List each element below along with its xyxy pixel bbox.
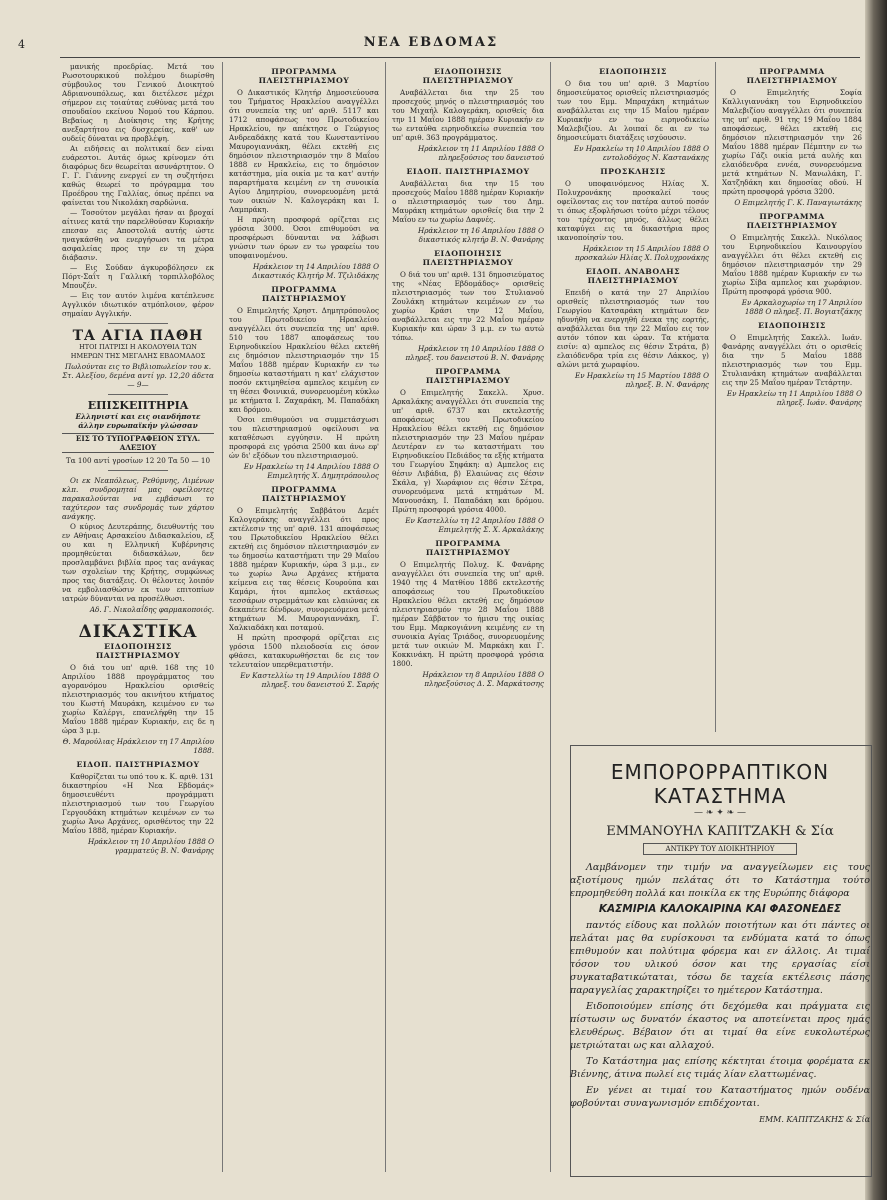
- notice-text: Ο Δικαστικός Κλητήρ Δημοσιεύουσα του Τμήματος Ηρακλείου αναγγέλλει ότι συνεπεία της υπ' αριθ. 5117 και 1712 αποφάσεως του Πρωτοδικείου Ηρακλείου, ην απέκτησε ο Γεώργιος Ανδρεαδάκης κατά του Κωνσταντίνου Μαυρογιαννάκη, θέλει εκτεθή εις δημόσιον πλειστηριασμόν την 8 Μαΐου 1888 εν Ηρακλείω, εις το δημόσιον κατάστημα, μία οικία με τα κατ' αυτήν παραρτήματα κειμένη εν τη συνοικία Αγίου Δημητρίου, συνορευομένη μετά των οικιών Ν. Καλογεράκη και Ι. Λαμπράκη.: [229, 88, 379, 214]
- signature: Εν Ηρακλείω τη 10 Απριλίου 1888 Ο εντολοδόχος Ν. Καστανάκης: [573, 144, 709, 162]
- notice-text: Ο Επιμελητής Πολυχ. Κ. Φανάρης αναγγέλλει ότι συνεπεία της υπ' αριθ. 1940 της 4 Ματθίου 1886 εκτελεστής αποφάσεως του Πρωτοδικείου Ηρακλείου θέλει εκτεθή εις δημόσιον πλειστηριασμόν την 28 Μαΐου 1888 ημέραν Σάββατον το ήμισυ της οικίας του Εμμ. Μαρκογιάννη κειμένης εν τη συνοικία Αγίας Τριάδος, συνορευομένης μετά των οικιών Μ. Μαρκάκη και Γ. Κοκκινάκη. Η πρώτη προσφορά γρόσια 1800.: [392, 560, 544, 668]
- notice-heading: ΕΙΔΟΠΟΙΗΣΙΣ ΠΛΕΙΣΤΗΡΙΑΣΜΟΥ: [422, 67, 514, 85]
- notice-heading: ΠΡΟΣΚΛΗΣΙΣ: [600, 167, 666, 176]
- notice-text: Ο διά του υπ' αριθ. 131 δημοσιεύματος της «Νέας Εβδομάδος» ορισθείς πλειστηριασμός των του Στυλιανού Ζουλάκη κτημάτων κειμένων εν τω χωρίω Κράσι την 12 Μαΐου, αναβάλλεται εις την 22 Μαΐου ημέραν Κυριακήν και ώραν 3 μ.μ. εν τω αυτώ τόπω.: [392, 270, 544, 342]
- notice-text: Ο δια του υπ' αριθ. 3 Μαρτίου δημοσιεύματος ορισθείς πλειστηριασμός των του Εμμ. Μπραχάκη κτημάτων αναβάλλεται εις την 15 Μαΐου ημέραν Κυριακήν εν τω ειρηνοδικείω Μαλεβιζίου. Αι λοιπαί δε αι εν τω δημοσιεύματι διατάξεις ισχύουσιν.: [557, 79, 709, 142]
- notice-text: Όσοι επιθυμούσι να συμμετάσχωσι του πλειστηριασμού οφείλουσι να καταθέσωσι εγγύησιν. Η πρώτη προσφορά εις γρόσια 2500 και άνω εφ' ών δι' εξόδων του πλειστηριασμού.: [229, 415, 379, 460]
- notice-text: Η πρώτη προσφορά ορίζεται εις γρόσια 3000. Όσοι επιθυμούσι να προσφέρωσι δύνανται να λάβωσι γνώσιν των όρων εν τω γραφείω του υποφαινομένου.: [229, 215, 379, 260]
- ad-paragraph: Το Κατάστημα μας επίσης κέκτηται έτοιμα φορέματα εκ Βιέννης, άτινα πωλεί εις τιμάς λίαν ελαττωμένας.: [570, 1056, 870, 1080]
- notice-heading: ΠΡΟΓΡΑΜΜΑ ΠΑΙΣΤΗΡΙΑΣΜΟΥ: [425, 367, 511, 385]
- divider: [108, 323, 169, 324]
- ad-body: [570, 861, 870, 1126]
- signature: Εν Καστελλίω τη 19 Απριλίου 1888 Ο πληρεξ. του δανειστού Σ. Σαρής: [240, 671, 379, 689]
- article-paragraph: Οι εκ Νεαπόλεως, Ρεθύμνης, Λιμένων κλπ. συνδρομηταί μας οφείλοντες παρακαλούνται να εμβάσωσι το ταχύτερον τας συνδρομάς των χάρτου ανάγκης.: [62, 476, 214, 521]
- section-title: ΔΙΚΑΣΤΙΚΑ: [78, 622, 198, 642]
- signature: Ηράκλειον τη 15 Απριλίου 1888 Ο προσκαλών Ηλίας Χ. Πολυχρονάκης: [574, 244, 709, 262]
- notice-text: Επειδή ο κατά την 27 Απριλίου ορισθείς πλειστηριασμός των του Γεωργίου Κατσαράκη κτημάτων δεν ηδυνήθη να ενεργηθή ένεκα της εορτής, αναβάλλεται δια την 22 Μαΐου εις τον αυτόν τόπον και ώραν. Τα κτήματα εισίν: α) αμπελος εις θέσιν Στράτα, β) ελαιόδενδρα τρία εις θέσιν Λάκκος, γ) αλώνι μετά χωραφίου.: [557, 288, 709, 369]
- tailor-shop-advertisement: [570, 760, 870, 1170]
- ad-heading: ΚΑΣΜΙΡΙΑ ΚΑΛΟΚΑΙΡΙΝΑ ΚΑΙ ΦΑΣΟΝΕΔΕΣ: [598, 903, 842, 915]
- notice-text: Ο Επιμελητής Σαββάτου Δεμέτ Καλογεράκης αναγγέλλει ότι προς εκτέλεσιν της υπ' αριθ. 131 αποφάσεως του Πρωτοδικείου Ηρακλείου θέλει εκτεθή εις δημόσιον πλειστηριασμόν εν τω δημοσίω καταστήματι την 29 Μαΐου 1888 ημέραν Κυριακήν, ώρα 3 μ.μ., εν τω χωρίω Άνω Αρχάνες κτήματα κείμενα εις τας θέσεις Κουρούπα και Καμάρι, ήτοι αμπελος εκτάσεως τεσσάρων στρεμμάτων και ελαιώνας εκ δεκαπέντε δένδρων, συνορευόμενα μετά κτημάτων Μ. Μαυρογιαννάκη, Γ. Χαλκιαδάκη και ποταμού.: [229, 506, 379, 632]
- notice-text: Καθορίζεται τω υπό του κ. Κ. αριθ. 131 δικαστηρίου «Η Νεα Εβδομάς» δημοσιευθέντι προγράμματι πλειστηριασμού των του Γεωργίου Γεργουδάκη κτημάτων κειμένων εν τω χωρίω Άνω Αρχάνες, ορισθέντος την 22 Μαΐου 1888, ημέραν Κυριακήν.: [62, 772, 214, 835]
- column-divider: [222, 62, 223, 1172]
- signature: Ηράκλειον τη 10 Απριλίου 1888 Ο γραμματεύς Β. Ν. Φανάρης: [87, 837, 214, 855]
- column-2: [229, 62, 379, 1172]
- ad-title: ΤΑ ΑΓΙΑ ΠΑΘΗ: [72, 328, 204, 344]
- signature: Ηράκλειον τη 10 Απριλίου 1888 Ο πληρεξ. του δανειστού Β. Ν. Φανάρης: [405, 344, 544, 362]
- notice-heading: ΕΙΔΟΠ. ΠΑΙΣΤΗΡΙΑΣΜΟΥ: [406, 167, 530, 176]
- ad-signature: ΕΜΜ. ΚΑΠΙΤΖΑΚΗΣ & Σία: [759, 1115, 870, 1124]
- masthead-rule: [60, 57, 860, 58]
- notice-heading: ΠΡΟΓΡΑΜΜΑ ΠΛΕΙΣΤΗΡΙΑΣΜΟΥ: [258, 67, 350, 85]
- ad-owner: ΕΜΜΑΝΟΥΗΛ ΚΑΠΙΤΖΑΚΗ & Σία: [606, 824, 834, 839]
- article-paragraph: μανικής προεδρίας. Μετά του Ρωσοτουρκικού πολέμου διωρίσθη σύμβουλος του Γενικού Διοικητού Αδριανουπόλεως, και διετέλεσε μέχρι σήμερον εις τοιαύτας ευθύνας μετά του σπουδαίου εκείνου Νομού του Κάρπου. Βεβαίως η Διοίκησις της Κρήτης ανεξαρτήτου εις δυσχερείας, καθ' ων ουδείς δύναται να προβλέψη.: [62, 62, 214, 143]
- signature: Εν Ηρακλείω τη 11 Απριλίου 1888 Ο πληρεξ. Ιωάν. Φανάρης: [726, 389, 862, 407]
- article-paragraph: Ο κύριος Δευτεράπης, διευθυντής του εν Αθήναις Αρσακείου Διδασκαλείου, εξ ου και η Ελληνική Κυβέρνησις προμηθεύεται διδασκάλων, δεν προσλαμβάνει βιβλία προς τας ανάγκας των σχολείων της Κρήτης, συμφώνως προς τας διατάξεις. Οι θέλοντες λοιπόν να εμβολιασθώσιν εκ των επιτοπίων ιατρών δύνανται να προσέλθωσι.: [62, 522, 214, 603]
- notice-text: Ο Επιμελητής Σακελλ. Ιωάν. Φανάρης αναγγέλλει ότι ο ορισθείς δια την 5 Μαΐου 1888 πλειστηριασμός των του Εμμ. Στυλιανάκη κτημάτων αναβάλλεται εις την 25 Μαΐου ημέραν Τετάρτην.: [722, 333, 862, 387]
- ad-paragraph: παντός είδους και πολλών ποιοτήτων και ότι πάντες οι πελάται μας θα ευρίσκουσι τα ενδύματα κατά το όπως επιθυμούν και πολύτιμα φόρεμα και εν άλλοις. Αι τιμαί τόσον του υλικού όσον και της εργασίας είσι συγκαταβατικώταται, τόσω δε ταχεία εκτέλεσις πάσης παραγγελίας χαρακτηρίζει το ημέτερον Κατάστημα.: [570, 920, 870, 996]
- ad-text: Πωλούνται εις το Βιβλιοπωλείον του κ. Στ. Αλεξίου, δεμένα αντί γρ. 12,20 άδετα — 9—: [62, 362, 214, 389]
- notice-heading: ΠΡΟΓΡΑΜΜΑ ΠΛΕΙΣΤΗΡΙΑΣΜΟΥ: [746, 67, 838, 85]
- notice-text: Ο διά του υπ' αριθ. 168 της 10 Απριλίου 1888 προγράμματος του αγορανόμου Ηρακλείου ορισθείς πλειστηριασμός του ακινήτου κτήματος του Κωστή Μαυράκη, κειμένου εν τω χωρίω Καλέργι, επανελήφθη την 15 Μαΐου 1888 ημέραν Κυριακήν, εις δε η ώρα 3 μ.μ.: [62, 663, 214, 735]
- page-number: 4: [18, 38, 25, 51]
- ad-title: ΕΠΙΣΚΕΠΤΗΡΙΑ: [87, 399, 189, 412]
- ad-subtitle: ΗΤΟΙ ΠΑΤΡΙΣΙ Η ΑΚΟΛΟΥΘΙΑ ΤΩΝ ΗΜΕΡΩΝ ΤΗΣ ΜΕΓΑΛΗΣ ΕΒΔΟΜΑΔΟΣ: [70, 343, 206, 360]
- article-paragraph: — Τοσούτον μεγάλαι ήσαν αι βροχαί αίτινες κατά την παρελθούσαν Κυριακήν επεσαν εις Αποστολιά αυτής ώστε ηναγκάσθη να ενεργήσωσι τα μέτρα ασφαλείας προς την εν τη χώρα διάβασιν.: [62, 208, 214, 262]
- signature: Ηράκλειον τη 16 Απριλίου 1888 Ο δικαστικός κλητήρ Β. Ν. Φανάρης: [417, 226, 544, 244]
- notice-heading: ΕΙΔΟΠΟΙΗΣΙΣ: [599, 67, 667, 76]
- column-3: [392, 62, 544, 1172]
- column-divider: [550, 62, 551, 1172]
- notice-text: Ο Επιμελητής Σακελλ. Νικόλαος του Ειρηνοδικείου Καινουργίου αναγγέλλει ότι θέλει εκτεθή εις δημόσιον πλειστηριασμόν την 29 Μαΐου 1888 ημέραν Κυριακήν εν τω χωρίω Σίβα αμπελος και χωράφιον. Πρώτη προσφορά γρόσια 900.: [722, 233, 862, 296]
- divider: [108, 619, 169, 620]
- notice-text: Ο Επιμελητής Χρηστ. Δημητρόπουλος του Πρωτοδικείου Ηρακλείου αναγγέλλει ότι συνεπεία της υπ' αριθ. 510 του 1887 αποφάσεως του Ειρηνοδικείου Ηρακλείου θέλει εκτεθή εις δημόσιον πλειστηριασμόν την 15 Μαΐου 1888 ημέραν Κυριακήν εν τω δημοσίω καταστήματι η κατ' ελάχιστον ποσόν εκτιμηθείσα αμπελος κειμένη εν τη θέσει Φοινικιά, συνορευομένη κύκλω με κτήματα Ι. Ζαχαράκη, Μ. Παπαδάκη και δρόμου.: [229, 306, 379, 414]
- ad-paragraph: Εν γένει αι τιμαί του Καταστήματος ημών ουδένα φοβούνται συναγωνισμόν επιδέχονται.: [570, 1085, 870, 1109]
- signature: Εν Ηρακλείω τη 14 Απριλίου 1888 Ο Επιμελητής Χ. Δημητρόπουλος: [243, 462, 379, 480]
- notice-heading: ΠΡΟΓΡΑΜΜΑ ΠΑΙΣΤΗΡΙΑΣΜΟΥ: [425, 539, 511, 557]
- signature: Θ. Μαρούλιας Ηράκλειον τη 17 Απριλίου 1888.: [62, 737, 214, 755]
- ornament-icon: — ❧ ✦ ❧ —: [693, 808, 747, 818]
- notice-heading: ΕΙΔΟΠ. ΠΑΙΣΤΗΡΙΑΣΜΟΥ: [76, 760, 200, 769]
- column-5: [722, 62, 862, 722]
- notice-heading: ΕΙΔΟΠΟΙΗΣΙΣ ΠΑΙΣΤΗΡΙΑΣΜΟΥ: [95, 642, 181, 660]
- ad-paragraph: Ειδοποιούμεν επίσης ότι δεχόμεθα και πράγματα εις πίστωσιν ως δυνατόν έκαστος να αποτείνεται προς ημάς ελευθέρως. Βέβαιον ότι αι τιμαί θα είνε ευκολωτέρως μετριώταται ως και αλλαχού.: [570, 1001, 870, 1051]
- notice-text: Ο υποφαινόμενος Ηλίας Χ. Πολυχρονάκης προσκαλεί τους οφείλοντας εις τον πατέρα αυτού ποσόν τι όπως εξοφλήσωσι τούτο μέχρι τέλους του τρέχοντος μηνός, άλλως θέλει καταφύγει εις τα δικαστήρια προς ικανοποίησίν του.: [557, 179, 709, 242]
- notice-text: Η πρώτη προσφορά ορίζεται εις γρόσια 1500 πλειοδοσία εις όσον φθάσει, κατακυρωθήσεται δε εις τον τελευταίον υπερθεματιστήν.: [229, 633, 379, 669]
- ad-paragraph: Λαμβάνομεν την τιμήν να αναγγείλωμεν εις τους αξιοτίμους ημών πελάτας ότι το Κατάστημα τούτο επρομηθεύθη πολλά και ποικίλα εκ της Ευρώπης διάφορα: [570, 862, 870, 899]
- notice-heading: ΠΡΟΓΡΑΜΜΑ ΠΑΙΣΤΗΡΙΑΣΜΟΥ: [261, 485, 347, 503]
- notice-heading: ΠΡΟΓΡΑΜΜΑ ΠΛΕΙΣΤΗΡΙΑΣΜΟΥ: [746, 212, 838, 230]
- signature: Ηράκλειον τη 8 Απριλίου 1888 Ο πληρεξούσιος Δ. Σ. Μαρκάτοσης: [422, 670, 544, 688]
- divider: [108, 394, 169, 395]
- notice-heading: ΕΙΔΟΠΟΙΗΣΙΣ: [758, 321, 826, 330]
- masthead-title: ΝΕΑ ΕΒΔΟΜΑΣ: [363, 35, 499, 50]
- notice-heading: ΕΙΔΟΠ. ΑΝΑΒΟΛΗΣ ΠΛΕΙΣΤΗΡΙΑΣΜΟΥ: [585, 267, 681, 285]
- divider: [108, 470, 169, 471]
- signature: Εν Ηρακλείω τη 15 Μαρτίου 1888 Ο πληρεξ. Β. Ν. Φανάρης: [574, 371, 709, 389]
- signature: Ηράκλειον τη 14 Απριλίου 1888 Ο Δικαστικός Κλητήρ Μ. Τζιλιδάκης: [252, 262, 379, 280]
- notice-heading: ΠΡΟΓΡΑΜΜΑ ΠΑΙΣΤΗΡΙΑΣΜΟΥ: [261, 285, 347, 303]
- notice-text: Ο Επιμελητής Σακελλ. Χρυσ. Αρκαλάκης αναγγέλλει ότι συνεπεία της υπ' αριθ. 6737 και εκτελεστής αποφάσεως του Πρωτοδικείου Ηρακλείου θέλει εκτεθή εις δημόσιον πλειστηριασμόν την 23 Μαΐου ημέραν Δευτέραν εν τω καταστήματι του Ειρηνοδικείου Πεδιάδος τα εξής κτήματα του Γεωργίου Σηφάκη: α) Αμπελος εις θέσιν Λιβάδια, β) Ελαιώνας εις θέσιν Σκάλα, γ) Χωράφιον εις θέσιν Σέτρα, συνορευόμενα μετά κτημάτων Μ. Μανουσάκη, Ι. Παπαδάκη και δρόμου. Πρώτη προσφορά γρόσια 4000.: [392, 388, 544, 514]
- ad-title: ΕΜΠΟΡΟΡΡΑΠΤΙΚΟΝ ΚΑΤΑΣΤΗΜΑ: [610, 760, 830, 808]
- notice-heading: ΕΙΔΟΠΟΙΗΣΙΣ ΠΛΕΙΣΤΗΡΙΑΣΜΟΥ: [422, 249, 514, 267]
- signature: Εν Αρκαλοχωρίω τη 17 Απριλίου 1888 Ο πληρεξ. Π. Βογιατζάκης: [741, 298, 862, 316]
- signature: Αδ. Γ. Νικολαΐδης φαρμακοποιός.: [89, 605, 214, 614]
- article-paragraph: — Εις Σούδαν άγκυροβόλησεν εκ Πόρτ-Σαΐτ η Γαλλική τορπιλλοβόλος Μπουζέν.: [62, 263, 214, 290]
- notice-text: Ο Επιμελητής Σοφία Καλλιγιαννάκη του Ειρηνοδικείου Μαλεβιζίου αναγγέλλει ότι συνεπεία της υπ' αριθ. 91 της 19 Μαΐου 1884 αποφάσεως, θέλει εκτεθή εις δημόσιον πλειστηριασμόν την 26 Μαΐου 1888 ημέραν Πέμπτην εν τω χωρίω Γάζι οικία μετά αυλής και ελαιόδενδρα εννέα, συνορευόμενα μετά κτημάτων Ν. Μανωλάκη, Γ. Χατζηδάκη και δημοσίας οδού. Η πρώτη προσφορά γρόσια 3200.: [722, 88, 862, 196]
- column-divider: [385, 62, 386, 1172]
- ad-address: ΑΝΤΙΚΡΥ ΤΟΥ ΔΙΟΙΚΗΤΗΡΙΟΥ: [643, 843, 797, 855]
- article-paragraph: Αι ειδήσεις αι πολιτικαί δεν είναι ευάρεστοι. Αυτάς όμως κρίνομεν ότι διαφόρως δεν θεωρείται ασυνάρτητον. Ο Γ. Γ. Γιάννης ενεργεί εν τη συζητήσει καθώς θεωρεί το πρόγραμμα του Προέδρου της Γαλλίας, όπως πρέπει να φαίνεται του Νικολάκη σαρδώνια.: [62, 144, 214, 207]
- notice-text: Αναβάλλεται δια την 25 του προσεχούς μηνός ο πλειστηριασμός του του Μιχαήλ Καλογεράκη, ορισθείς δια την 11 Μαΐου 1888 ημέραν Κυριακήν εν τω ενταύθα ειρηνοδικείω συνεπεία του υπ' αριθ. 363 προγράμματος.: [392, 88, 544, 142]
- ad-price: Τα 100 αντί γροσίων 12 20 Τα 50 — 10: [65, 456, 211, 465]
- column-divider: [715, 62, 716, 732]
- column-1: [62, 62, 214, 1172]
- signature: Εν Καστελλίω τη 12 Απριλίου 1888 Ο Επιμελητής Σ. Χ. Αρκαλάκης: [405, 516, 544, 534]
- article-paragraph: — Εις τον αυτόν λιμένα κατέπλευσε Αγγλικόν ιδιωτικόν ατμόπλοιον, φέρον σημαίαν Αγγλικήν.: [62, 291, 214, 318]
- ad-subtitle: Ελληνιστί και εις οιανδήποτε άλλην ευρωπαϊκήν γλώσσαν: [75, 412, 201, 430]
- ad-location: ΕΙΣ ΤΟ ΤΥΠΟΓΡΑΦΕΙΟΝ ΣΤΥΛ. ΑΛΕΞΙΟΥ: [62, 433, 214, 453]
- column-4: [557, 62, 709, 722]
- signature: Ηράκλειον τη 11 Απριλίου 1888 Ο πληρεξούσιος του δανειστού: [417, 144, 544, 162]
- signature: Ο Επιμελητής Γ. Κ. Παναγιωτάκης: [734, 198, 862, 207]
- notice-text: Αναβάλλεται δια την 15 του προσεχούς Μαΐου 1888 ημέραν Κυριακήν ο πλειστηριασμός των του Δημ. Μαυράκη κτημάτων ορισθείς δια την 2 Μαΐου εν τω χωρίω Δαφνές.: [392, 179, 544, 224]
